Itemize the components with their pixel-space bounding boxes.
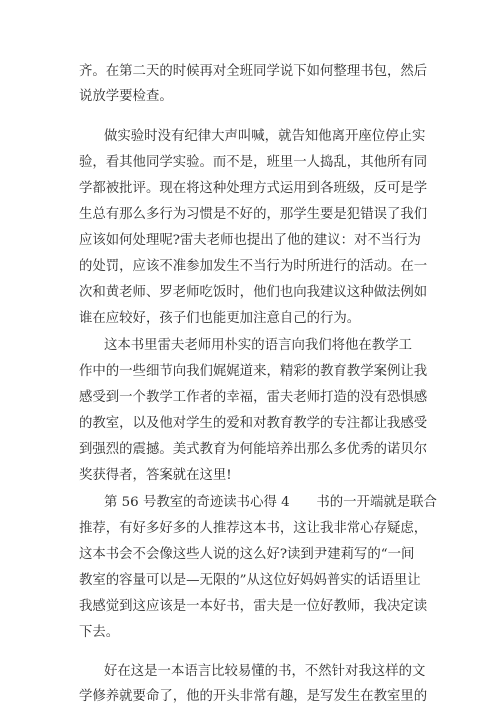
- text-line: 奖获得者，答案就在这里!: [79, 468, 232, 483]
- text-line: 我感觉到这应该是一本好书，雷夫是一位好教师，我决定读: [79, 599, 428, 614]
- text-line: 谁在应较好，孩子们也能更加注意自己的行为。: [79, 311, 361, 326]
- text-line: 推荐，有好多好多的人推荐这本书，这让我非常心存疑虑，: [79, 521, 428, 536]
- text-line: 这本书会不会像这些人说的这么好?读到尹建莉写的“一间: [79, 547, 415, 562]
- text-line: 的处罚，应该不准参加发生不当行为时所进行的活动。在一: [79, 259, 428, 274]
- text-line: 第 56 号教室的奇迹读书心得 4 书的一开端就是联合: [104, 495, 437, 510]
- text-line: 感受到一个教学工作者的幸福，雷夫老师打造的没有恐惧感: [79, 390, 428, 405]
- text-line: 教室的容量可以是—无限的”从这位好妈妈普实的话语里让: [79, 573, 421, 588]
- text-line: 的教室，以及他对学生的爱和对教育教学的专注都让我感受: [79, 416, 428, 431]
- text-line: 次和黄老师、罗老师吃饭时，他们也向我建议这种做法例如: [79, 285, 428, 300]
- text-line: 生总有那么多行为习惯是不好的，那学生要是犯错误了我们: [79, 207, 428, 222]
- text-line: 到强烈的震撼。美式教育为何能培养出那么多优秀的诺贝尔: [79, 442, 428, 457]
- text-line: 学修养就要命了，他的开头非常有趣，是写发生在教室里的: [79, 689, 428, 704]
- text-line: 作中的一些细节向我们娓娓道来，精彩的教育教学案例让我: [79, 364, 428, 379]
- text-line: 下去。: [79, 625, 120, 640]
- text-line: 好在这是一本语言比较易懂的书，不然针对我这样的文: [104, 664, 426, 679]
- text-line: 做实验时没有纪律大声叫喊，就告知他离开座位停止实: [104, 129, 426, 144]
- text-line: 这本书里雷夫老师用朴实的语言向我们将他在教学工: [104, 338, 412, 353]
- text-line: 齐。在第二天的时候再对全班同学说下如何整理书包，然后: [79, 64, 428, 79]
- text-line: 验，看其他同学实验。而不是，班里一人捣乱，其他所有同: [79, 155, 428, 170]
- text-line: 学都被批评。现在将这种处理方式运用到各班级，反可是学: [79, 181, 428, 196]
- text-line: 应该如何处理呢?雷夫老师也提出了他的建议：对不当行为: [79, 233, 421, 248]
- text-line: 说放学要检查。: [79, 89, 173, 104]
